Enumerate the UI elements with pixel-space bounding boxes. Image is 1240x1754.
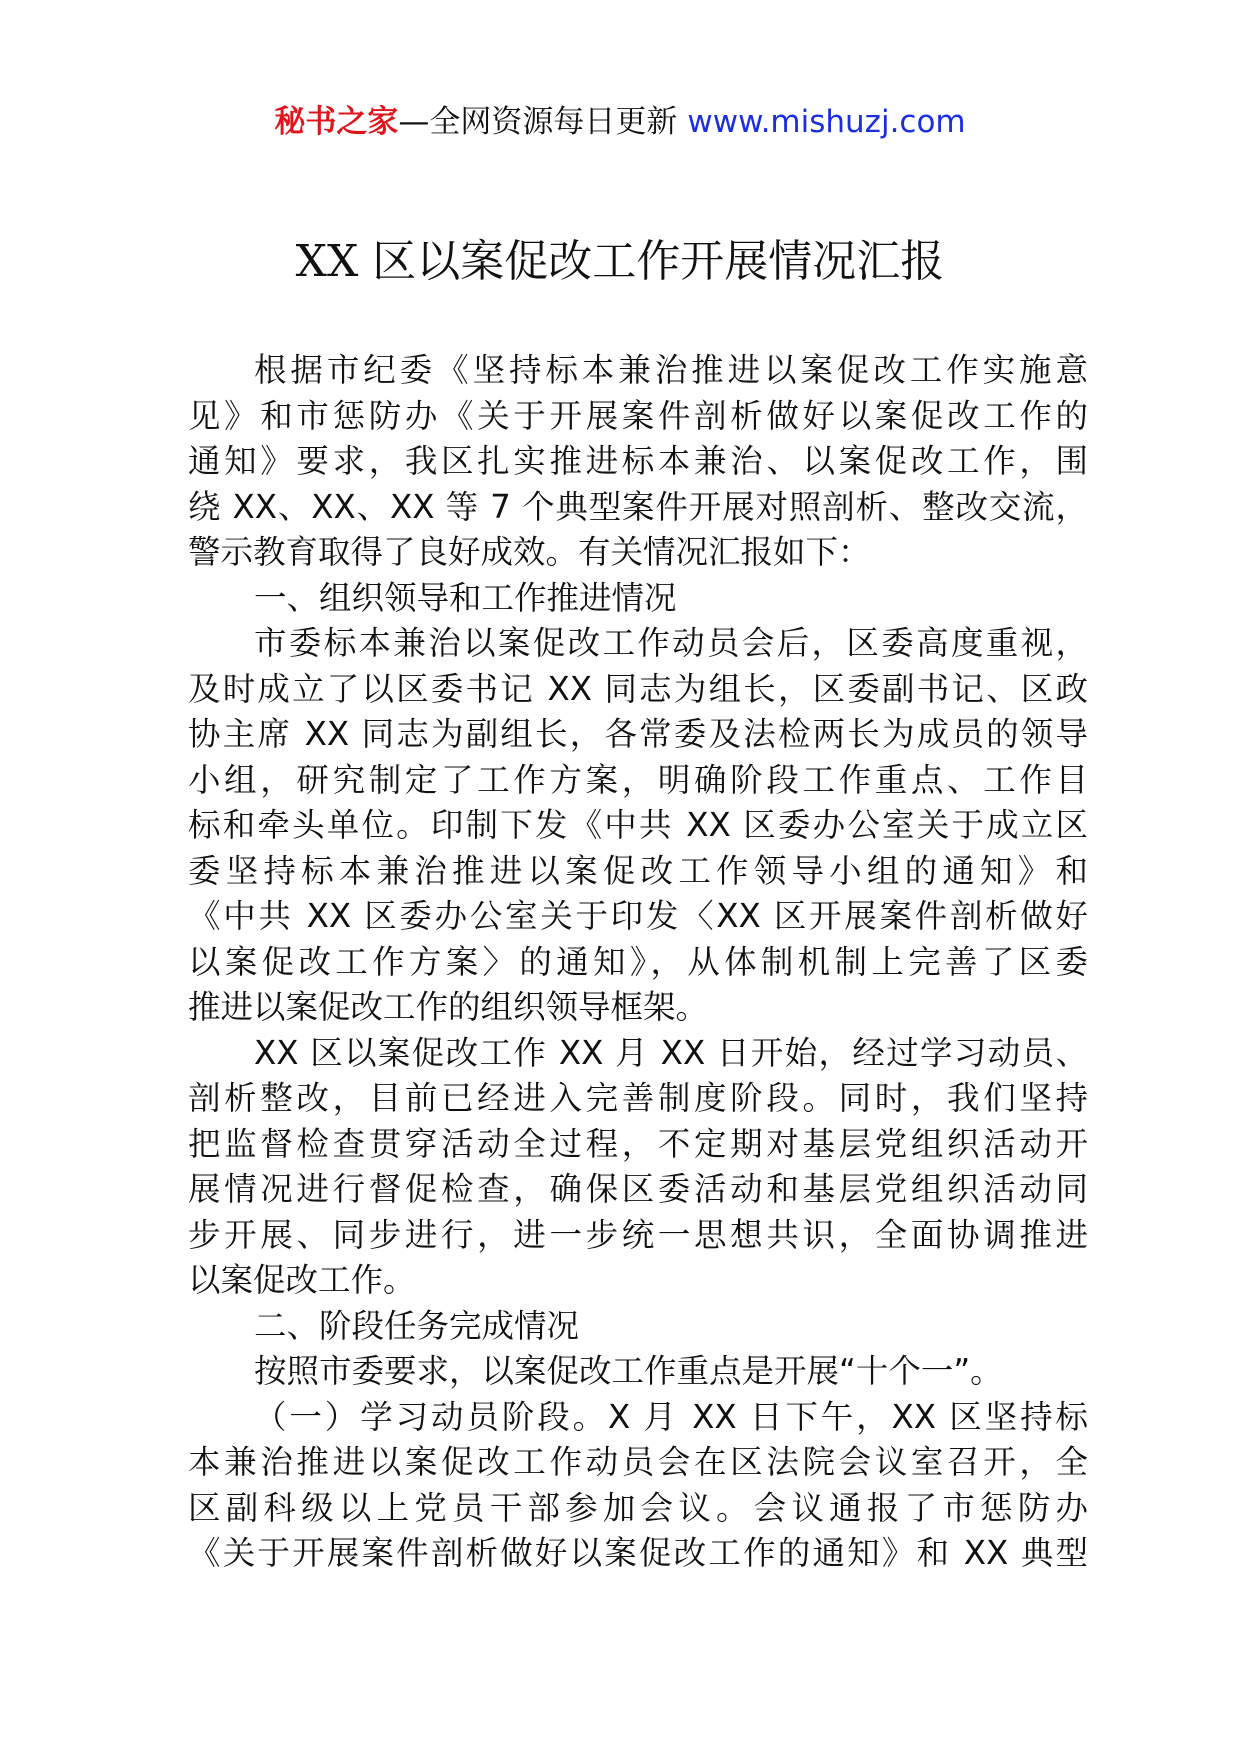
site-url[interactable]: www.mishuzj.com [687,104,966,140]
text-line: 根据市纪委《坚持标本兼治推进以案促改工作实施意 [254,351,1088,389]
document-body [188,348,1088,1577]
text-line: （一）学习动员阶段。X 月 XX 日下午，XX 区坚持标 [254,1397,1088,1436]
text-line: 见》和市惩防办《关于开展案件剖析做好以案促改工作的 [188,396,1088,435]
text-line: 警示教育取得了良好成效。有关情况汇报如下： [188,533,871,571]
text-line: 市委标本兼治以案促改工作动员会后，区委高度重视， [254,624,1088,662]
text-line: 步开展、同步进行，进一步统一思想共识，全面协调推进 [188,1215,1088,1254]
text-line: 以案促改工作方案〉的通知》，从体制机制上完善了区委 [188,942,1088,981]
text-line: 本兼治推进以案促改工作动员会在区法院会议室召开，全 [188,1443,1088,1481]
site-header [0,100,1240,144]
text-line: 二、阶段任务完成情况 [254,1306,580,1345]
brand-name: 秘书之家 [274,104,399,140]
header-tagline: —全网资源每日更新 [398,104,678,140]
text-line: 以案促改工作。 [188,1261,416,1299]
text-line: 区副科级以上党员干部参加会议。会议通报了市惩防办 [188,1488,1088,1527]
text-line: 按照市委要求，以案促改工作重点是开展“十个一”。 [254,1352,1003,1390]
text-line: 展情况进行督促检查，确保区委活动和基层党组织活动同 [188,1170,1088,1208]
text-line: 及时成立了以区委书记 XX 同志为组长，区委副书记、区政 [188,669,1088,708]
text-line: 委坚持标本兼治推进以案促改工作领导小组的通知》和 [188,851,1088,890]
text-line: 把监督检查贯穿活动全过程，不定期对基层党组织活动开 [188,1124,1088,1163]
text-line: 一、组织领导和工作推进情况 [254,578,677,617]
document-title: XX 区以案促改工作开展情况汇报 [295,236,945,287]
text-line: 《中共 XX 区委办公室关于印发〈XX 区开展案件剖析做好 [188,897,1088,935]
text-line: 《关于开展案件剖析做好以案促改工作的通知》和 XX 典型 [188,1534,1088,1572]
text-line: 标和牵头单位。印制下发《中共 XX 区委办公室关于成立区 [188,806,1088,844]
text-line: 推进以案促改工作的组织领导框架。 [188,988,709,1026]
text-line: 协主席 XX 同志为副组长，各常委及法检两长为成员的领导 [188,715,1088,753]
text-line: 剖析整改，目前已经进入完善制度阶段。同时，我们坚持 [188,1079,1088,1117]
text-line: 小组，研究制定了工作方案，明确阶段工作重点、工作目 [188,760,1088,799]
text-line: 通知》要求，我区扎实推进标本兼治、以案促改工作，围 [188,442,1088,480]
text-line: XX 区以案促改工作 XX 月 XX 日开始，经过学习动员、 [254,1033,1088,1072]
text-line: 绕 XX、XX、XX 等 7 个典型案件开展对照剖析、整改交流， [188,487,1088,526]
